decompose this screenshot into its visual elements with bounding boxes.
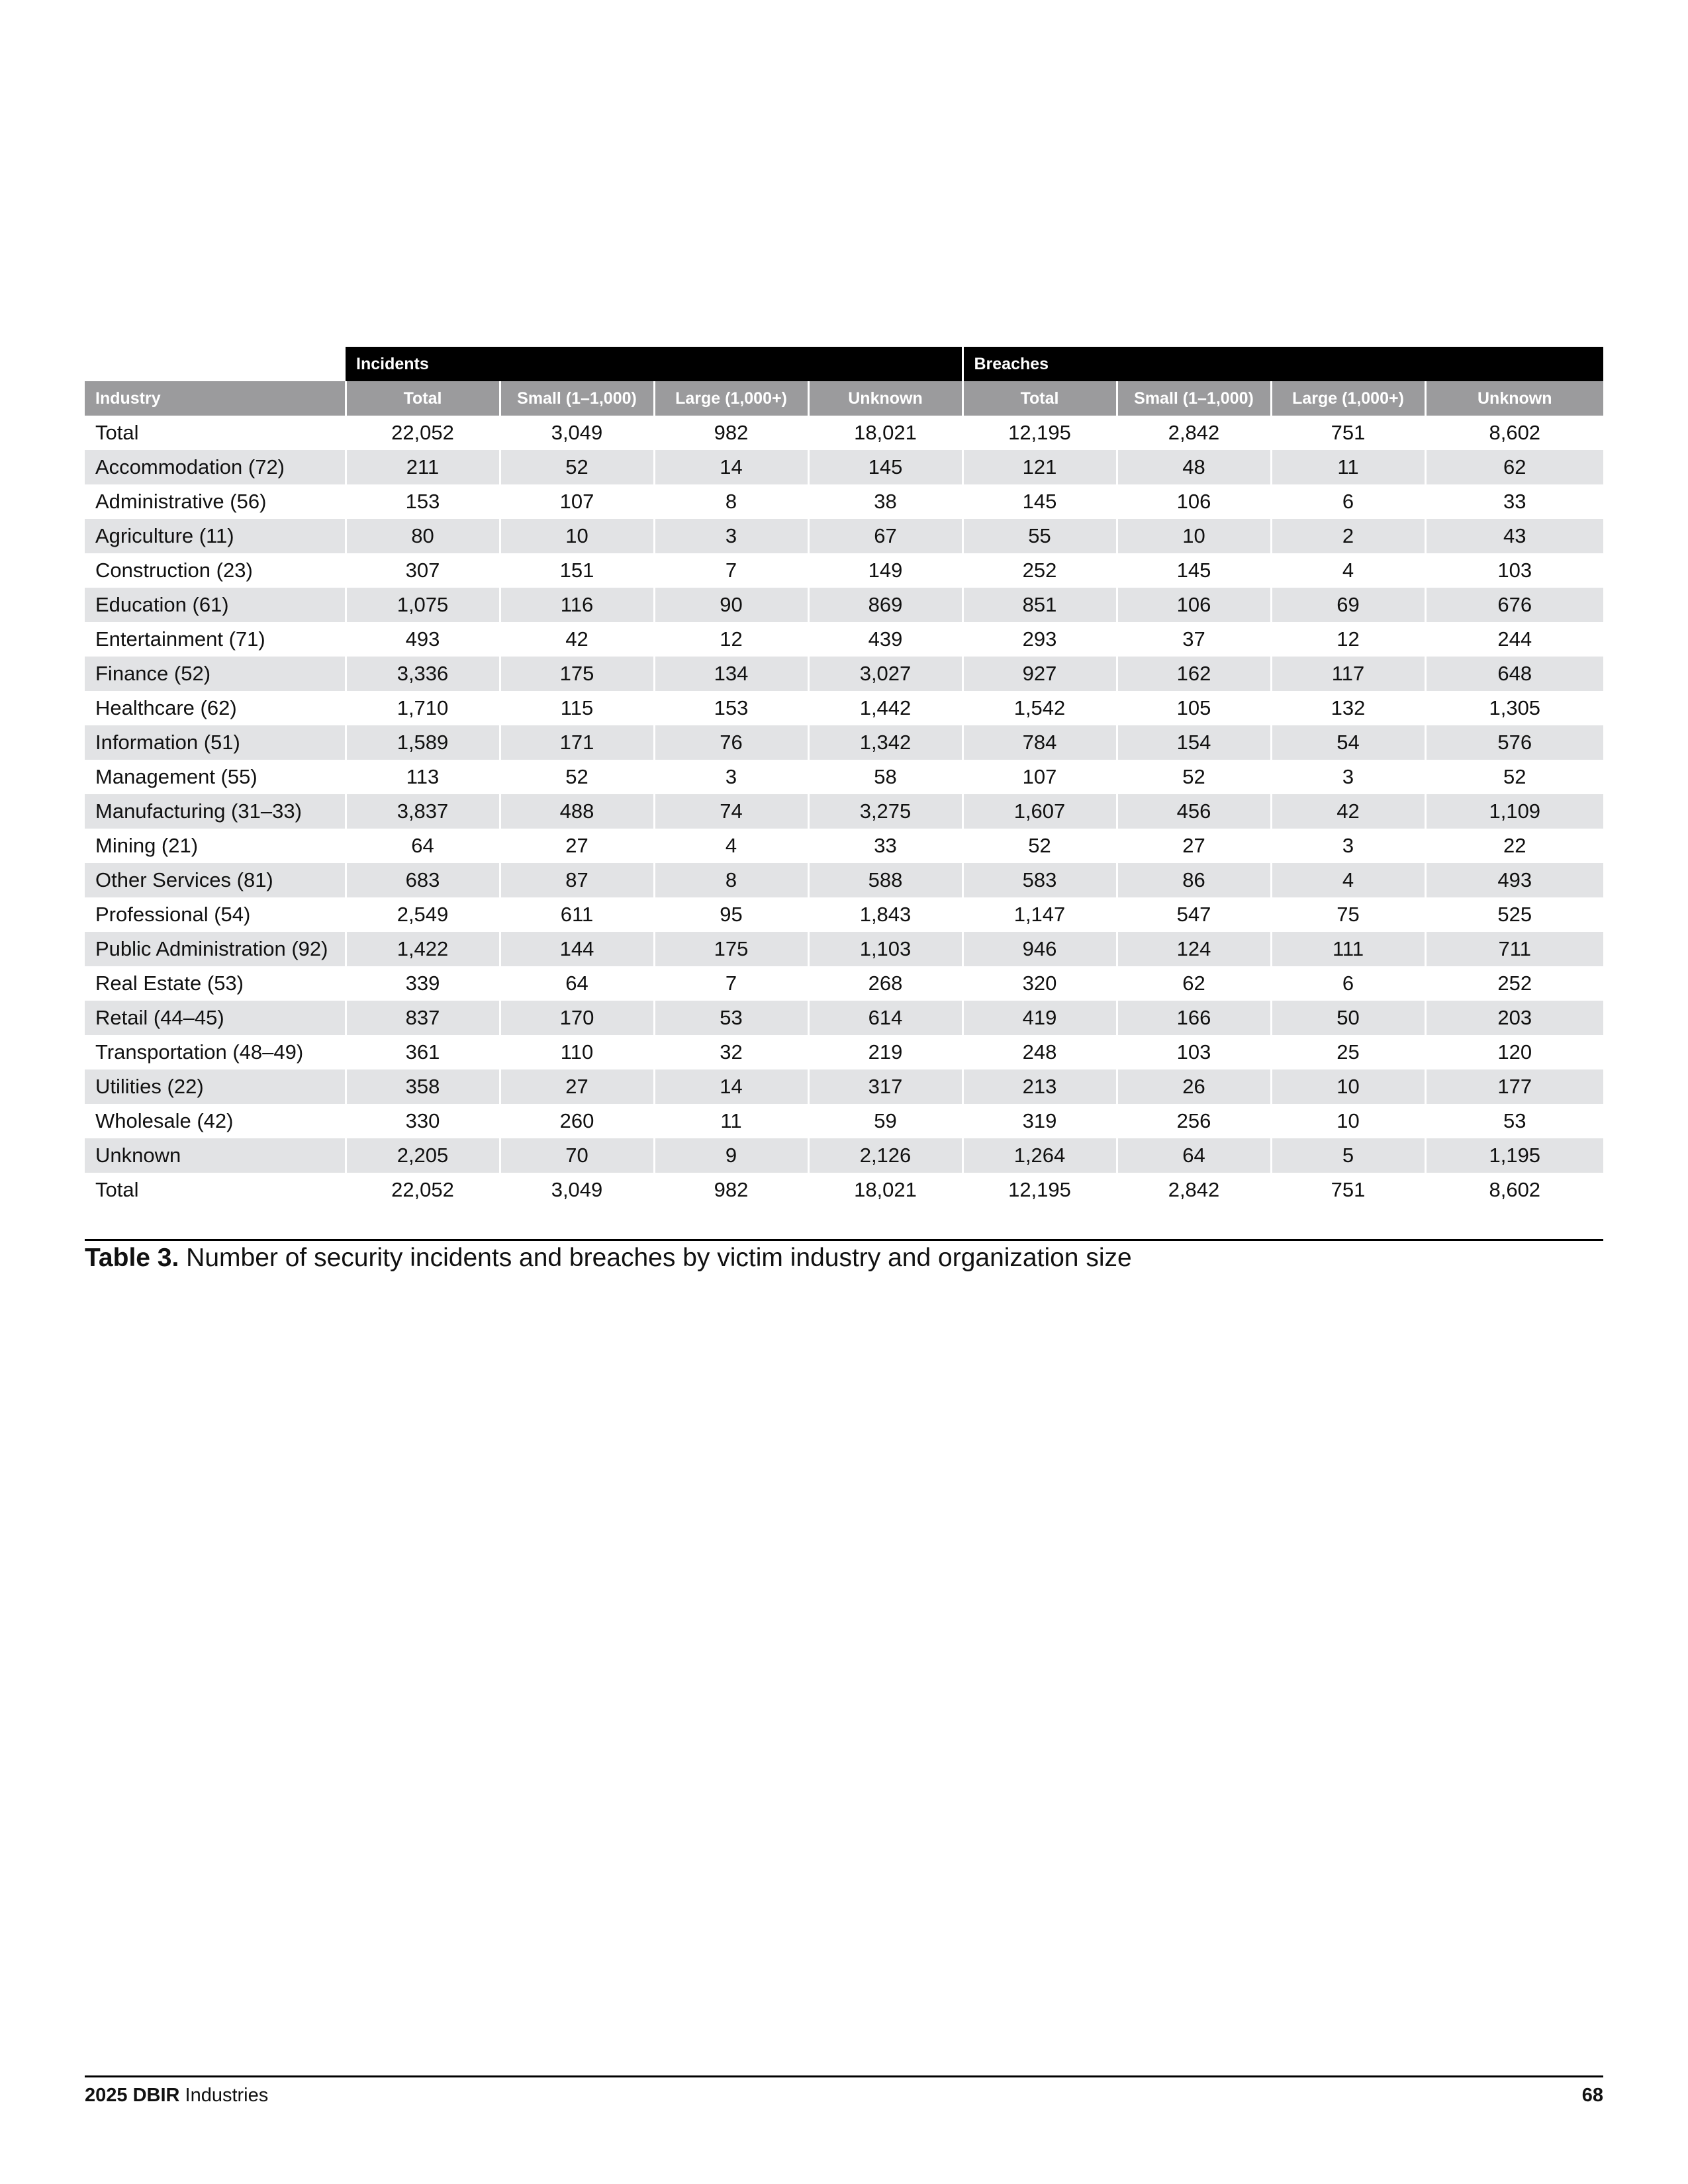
cell-incidents-total: 1,422 (346, 932, 500, 966)
cell-incidents-unknown: 67 (808, 519, 962, 553)
cell-breaches-small: 64 (1117, 1138, 1271, 1173)
cell-breaches-large: 10 (1271, 1069, 1425, 1104)
cell-breaches-total: 55 (962, 519, 1117, 553)
cell-incidents-total: 837 (346, 1001, 500, 1035)
cell-incidents-unknown: 2,126 (808, 1138, 962, 1173)
cell-breaches-large: 3 (1271, 760, 1425, 794)
cell-incidents-small: 107 (500, 484, 654, 519)
cell-breaches-small: 86 (1117, 863, 1271, 897)
group-header-breaches: Breaches (962, 347, 1603, 381)
row-industry-cell: Agriculture (11) (85, 519, 346, 553)
cell-incidents-total: 1,589 (346, 725, 500, 760)
cell-breaches-small: 105 (1117, 691, 1271, 725)
cell-incidents-large: 175 (654, 932, 808, 966)
cell-breaches-total: 419 (962, 1001, 1117, 1035)
cell-breaches-unknown: 525 (1425, 897, 1603, 932)
row-industry-cell: Utilities (22) (85, 1069, 346, 1104)
row-industry-cell: Healthcare (62) (95, 696, 237, 719)
cell-breaches-small: 456 (1117, 794, 1271, 829)
cell-incidents-unknown: 18,021 (808, 1173, 962, 1207)
table-row (85, 760, 1603, 794)
cell-breaches-large: 4 (1271, 553, 1425, 588)
cell-incidents-total: 22,052 (346, 416, 500, 450)
cell-breaches-unknown: 8,602 (1425, 1173, 1603, 1207)
row-industry-cell: Wholesale (42) (95, 1109, 234, 1132)
cell-incidents-unknown: 18,021 (808, 416, 962, 450)
cell-incidents-unknown: 869 (808, 588, 962, 622)
cell-breaches-small: 124 (1117, 932, 1271, 966)
cell-incidents-unknown: 145 (808, 450, 962, 484)
cell-breaches-unknown: 676 (1425, 588, 1603, 622)
cell-incidents-large: 8 (654, 484, 808, 519)
group-header-row (85, 347, 1603, 381)
table-row (85, 932, 1603, 966)
cell-breaches-total: 1,264 (962, 1138, 1117, 1173)
cell-incidents-total: 361 (346, 1035, 500, 1069)
table-row (85, 1069, 1603, 1104)
table-caption (85, 1242, 1603, 1275)
table-row (85, 1001, 1603, 1035)
cell-breaches-total: 213 (962, 1069, 1117, 1104)
cell-breaches-unknown: 648 (1425, 657, 1603, 691)
cell-incidents-total: 358 (346, 1069, 500, 1104)
cell-breaches-total: 252 (962, 553, 1117, 588)
row-industry-cell: Professional (54) (95, 903, 251, 926)
cell-incidents-small: 3,049 (500, 1173, 654, 1207)
cell-incidents-unknown: 149 (808, 553, 962, 588)
cell-incidents-small: 175 (500, 657, 654, 691)
cell-incidents-small: 70 (500, 1138, 654, 1173)
footer-title (85, 2082, 268, 2109)
cell-breaches-unknown: 120 (1425, 1035, 1603, 1069)
cell-incidents-unknown: 1,442 (808, 691, 962, 725)
cell-incidents-total: 3,336 (346, 657, 500, 691)
column-header-breaches-total: Total (962, 381, 1117, 416)
column-header-breaches-large: Large (1,000+) (1271, 381, 1425, 416)
cell-incidents-total: 683 (346, 863, 500, 897)
footer-divider (85, 2075, 1603, 2077)
table-row (85, 416, 1603, 450)
table-row (85, 1035, 1603, 1069)
cell-incidents-large: 8 (654, 863, 808, 897)
cell-incidents-total: 211 (346, 450, 500, 484)
row-industry-cell: Unknown (85, 1138, 346, 1173)
table-row (85, 622, 1603, 657)
cell-breaches-small: 162 (1117, 657, 1271, 691)
cell-incidents-total: 307 (346, 553, 500, 588)
cell-breaches-large: 2 (1271, 519, 1425, 553)
cell-breaches-total: 927 (962, 657, 1117, 691)
cell-breaches-total: 319 (962, 1104, 1117, 1138)
row-industry-cell: Administrative (56) (95, 490, 267, 513)
cell-incidents-total: 3,837 (346, 794, 500, 829)
cell-incidents-total: 1,075 (346, 588, 500, 622)
cell-breaches-small: 48 (1117, 450, 1271, 484)
cell-incidents-small: 611 (500, 897, 654, 932)
cell-breaches-small: 106 (1117, 484, 1271, 519)
cell-breaches-total: 946 (962, 932, 1117, 966)
row-industry-cell: Information (51) (85, 725, 346, 760)
cell-breaches-small: 145 (1117, 553, 1271, 588)
table-row (85, 484, 1603, 519)
cell-incidents-unknown: 268 (808, 966, 962, 1001)
table-row (85, 966, 1603, 1001)
cell-breaches-unknown: 1,109 (1425, 794, 1603, 829)
incidents-breaches-table (85, 347, 1603, 1207)
row-industry-cell: Other Services (81) (85, 863, 346, 897)
cell-breaches-small: 256 (1117, 1104, 1271, 1138)
cell-incidents-large: 74 (654, 794, 808, 829)
cell-incidents-small: 27 (500, 1069, 654, 1104)
cell-breaches-unknown: 177 (1425, 1069, 1603, 1104)
cell-breaches-large: 42 (1271, 794, 1425, 829)
table-row (85, 794, 1603, 829)
column-header-row (85, 381, 1603, 416)
cell-incidents-large: 9 (654, 1138, 808, 1173)
table-row (85, 725, 1603, 760)
data-table-container (85, 347, 1603, 1207)
cell-incidents-total: 1,710 (346, 691, 500, 725)
cell-breaches-total: 293 (962, 622, 1117, 657)
cell-incidents-small: 52 (500, 450, 654, 484)
cell-incidents-large: 982 (654, 1173, 808, 1207)
cell-incidents-small: 151 (500, 553, 654, 588)
table-row (85, 553, 1603, 588)
cell-incidents-total: 2,205 (346, 1138, 500, 1173)
caption-divider (85, 1239, 1603, 1241)
footer-section: Industries (179, 2085, 269, 2106)
cell-incidents-unknown: 439 (808, 622, 962, 657)
cell-breaches-total: 12,195 (962, 416, 1117, 450)
cell-breaches-unknown: 22 (1425, 829, 1603, 863)
cell-incidents-total: 339 (346, 966, 500, 1001)
cell-breaches-large: 6 (1271, 966, 1425, 1001)
cell-breaches-large: 4 (1271, 863, 1425, 897)
row-industry-cell: Mining (21) (95, 834, 199, 857)
cell-breaches-total: 851 (962, 588, 1117, 622)
cell-incidents-large: 11 (654, 1104, 808, 1138)
cell-incidents-small: 170 (500, 1001, 654, 1035)
table-row (85, 863, 1603, 897)
row-industry-cell: Manufacturing (31–33) (85, 794, 346, 829)
cell-incidents-small: 3,049 (500, 416, 654, 450)
cell-breaches-unknown: 43 (1425, 519, 1603, 553)
cell-incidents-small: 115 (500, 691, 654, 725)
cell-incidents-unknown: 33 (808, 829, 962, 863)
cell-incidents-large: 90 (654, 588, 808, 622)
cell-breaches-unknown: 53 (1425, 1104, 1603, 1138)
table-row (85, 450, 1603, 484)
cell-breaches-unknown: 33 (1425, 484, 1603, 519)
cell-incidents-total: 113 (346, 760, 500, 794)
cell-breaches-large: 5 (1271, 1138, 1425, 1173)
column-header-incidents-total: Total (346, 381, 500, 416)
cell-breaches-small: 37 (1117, 622, 1271, 657)
cell-breaches-unknown: 244 (1425, 622, 1603, 657)
cell-breaches-unknown: 52 (1425, 760, 1603, 794)
cell-breaches-total: 583 (962, 863, 1117, 897)
row-industry-cell: Education (61) (85, 588, 346, 622)
cell-incidents-total: 64 (346, 829, 500, 863)
cell-incidents-small: 64 (500, 966, 654, 1001)
column-header-incidents-unknown: Unknown (808, 381, 962, 416)
cell-breaches-unknown: 493 (1425, 863, 1603, 897)
cell-breaches-large: 10 (1271, 1104, 1425, 1138)
table-row (85, 897, 1603, 932)
cell-breaches-large: 751 (1271, 416, 1425, 450)
cell-breaches-large: 11 (1271, 450, 1425, 484)
row-industry-cell: Transportation (48–49) (95, 1040, 304, 1064)
footer-brand: 2025 DBIR (85, 2085, 180, 2106)
cell-incidents-large: 76 (654, 725, 808, 760)
table-row (85, 1138, 1603, 1173)
cell-breaches-large: 117 (1271, 657, 1425, 691)
table-row (85, 1173, 1603, 1207)
cell-breaches-large: 12 (1271, 622, 1425, 657)
cell-breaches-large: 54 (1271, 725, 1425, 760)
cell-incidents-total: 493 (346, 622, 500, 657)
cell-incidents-small: 144 (500, 932, 654, 966)
cell-incidents-total: 22,052 (346, 1173, 500, 1207)
table-row (85, 519, 1603, 553)
column-header-breaches-unknown: Unknown (1425, 381, 1603, 416)
cell-incidents-large: 3 (654, 519, 808, 553)
row-industry-cell: Public Administration (92) (85, 932, 346, 966)
cell-breaches-small: 166 (1117, 1001, 1271, 1035)
cell-incidents-unknown: 1,103 (808, 932, 962, 966)
cell-incidents-large: 14 (654, 450, 808, 484)
cell-breaches-small: 547 (1117, 897, 1271, 932)
column-header-incidents-large: Large (1,000+) (654, 381, 808, 416)
cell-incidents-large: 12 (654, 622, 808, 657)
cell-incidents-unknown: 38 (808, 484, 962, 519)
cell-breaches-total: 12,195 (962, 1173, 1117, 1207)
cell-incidents-large: 134 (654, 657, 808, 691)
cell-incidents-large: 14 (654, 1069, 808, 1104)
row-industry-cell: Management (55) (95, 765, 258, 788)
cell-incidents-unknown: 219 (808, 1035, 962, 1069)
row-industry-cell: Total (95, 421, 139, 444)
table-row (85, 657, 1603, 691)
cell-incidents-unknown: 59 (808, 1104, 962, 1138)
row-industry-cell: Entertainment (71) (95, 627, 265, 651)
cell-breaches-unknown: 1,195 (1425, 1138, 1603, 1173)
caption-label: Table 3. (85, 1244, 179, 1272)
cell-incidents-small: 42 (500, 622, 654, 657)
row-industry-cell: Total (95, 1178, 139, 1201)
cell-incidents-small: 116 (500, 588, 654, 622)
cell-incidents-large: 153 (654, 691, 808, 725)
cell-incidents-total: 330 (346, 1104, 500, 1138)
cell-breaches-unknown: 62 (1425, 450, 1603, 484)
group-header-incidents: Incidents (346, 347, 962, 381)
cell-breaches-large: 75 (1271, 897, 1425, 932)
cell-breaches-large: 751 (1271, 1173, 1425, 1207)
cell-breaches-unknown: 8,602 (1425, 416, 1603, 450)
cell-incidents-large: 7 (654, 966, 808, 1001)
cell-incidents-unknown: 317 (808, 1069, 962, 1104)
cell-incidents-unknown: 58 (808, 760, 962, 794)
cell-incidents-large: 7 (654, 553, 808, 588)
cell-breaches-total: 784 (962, 725, 1117, 760)
cell-incidents-small: 110 (500, 1035, 654, 1069)
cell-incidents-total: 2,549 (346, 897, 500, 932)
cell-incidents-unknown: 1,843 (808, 897, 962, 932)
cell-breaches-unknown: 252 (1425, 966, 1603, 1001)
cell-breaches-unknown: 576 (1425, 725, 1603, 760)
cell-breaches-small: 2,842 (1117, 416, 1271, 450)
cell-breaches-total: 1,147 (962, 897, 1117, 932)
cell-breaches-unknown: 711 (1425, 932, 1603, 966)
cell-breaches-small: 62 (1117, 966, 1271, 1001)
cell-breaches-large: 6 (1271, 484, 1425, 519)
cell-incidents-large: 3 (654, 760, 808, 794)
group-header-blank (85, 347, 346, 381)
cell-breaches-small: 10 (1117, 519, 1271, 553)
cell-breaches-total: 107 (962, 760, 1117, 794)
cell-breaches-unknown: 1,305 (1425, 691, 1603, 725)
cell-breaches-total: 1,542 (962, 691, 1117, 725)
row-industry-cell: Real Estate (53) (95, 972, 244, 995)
cell-breaches-total: 1,607 (962, 794, 1117, 829)
column-header-breaches-small: Small (1–1,000) (1117, 381, 1271, 416)
column-header-industry: Industry (85, 381, 346, 416)
cell-breaches-large: 3 (1271, 829, 1425, 863)
cell-incidents-total: 80 (346, 519, 500, 553)
cell-breaches-unknown: 203 (1425, 1001, 1603, 1035)
cell-incidents-large: 4 (654, 829, 808, 863)
caption-text: Number of security incidents and breaches by victim industry and organization size (179, 1244, 1132, 1272)
row-industry-cell: Accommodation (72) (85, 450, 346, 484)
cell-breaches-small: 154 (1117, 725, 1271, 760)
page-number: 68 (1581, 2085, 1603, 2106)
cell-breaches-large: 25 (1271, 1035, 1425, 1069)
table-row (85, 1104, 1603, 1138)
cell-incidents-small: 488 (500, 794, 654, 829)
column-header-incidents-small: Small (1–1,000) (500, 381, 654, 416)
cell-incidents-small: 87 (500, 863, 654, 897)
cell-incidents-unknown: 614 (808, 1001, 962, 1035)
cell-incidents-large: 95 (654, 897, 808, 932)
cell-incidents-small: 52 (500, 760, 654, 794)
cell-breaches-unknown: 103 (1425, 553, 1603, 588)
cell-incidents-unknown: 588 (808, 863, 962, 897)
cell-incidents-unknown: 3,275 (808, 794, 962, 829)
table-row (85, 691, 1603, 725)
table-row (85, 829, 1603, 863)
cell-breaches-total: 52 (962, 829, 1117, 863)
cell-incidents-large: 982 (654, 416, 808, 450)
cell-breaches-small: 2,842 (1117, 1173, 1271, 1207)
table-row (85, 588, 1603, 622)
cell-incidents-unknown: 3,027 (808, 657, 962, 691)
cell-breaches-small: 52 (1117, 760, 1271, 794)
cell-breaches-large: 50 (1271, 1001, 1425, 1035)
cell-breaches-total: 248 (962, 1035, 1117, 1069)
cell-incidents-total: 153 (346, 484, 500, 519)
cell-breaches-large: 111 (1271, 932, 1425, 966)
row-industry-cell: Construction (23) (95, 559, 253, 582)
cell-breaches-small: 103 (1117, 1035, 1271, 1069)
cell-incidents-unknown: 1,342 (808, 725, 962, 760)
cell-incidents-small: 171 (500, 725, 654, 760)
cell-incidents-small: 260 (500, 1104, 654, 1138)
cell-incidents-large: 32 (654, 1035, 808, 1069)
table-body (85, 416, 1603, 1207)
row-industry-cell: Retail (44–45) (85, 1001, 346, 1035)
cell-breaches-small: 27 (1117, 829, 1271, 863)
cell-incidents-small: 10 (500, 519, 654, 553)
cell-breaches-small: 106 (1117, 588, 1271, 622)
cell-breaches-small: 26 (1117, 1069, 1271, 1104)
cell-breaches-total: 145 (962, 484, 1117, 519)
row-industry-cell: Finance (52) (85, 657, 346, 691)
cell-breaches-large: 69 (1271, 588, 1425, 622)
cell-breaches-total: 121 (962, 450, 1117, 484)
cell-incidents-large: 53 (654, 1001, 808, 1035)
cell-breaches-large: 132 (1271, 691, 1425, 725)
cell-incidents-small: 27 (500, 829, 654, 863)
cell-breaches-total: 320 (962, 966, 1117, 1001)
